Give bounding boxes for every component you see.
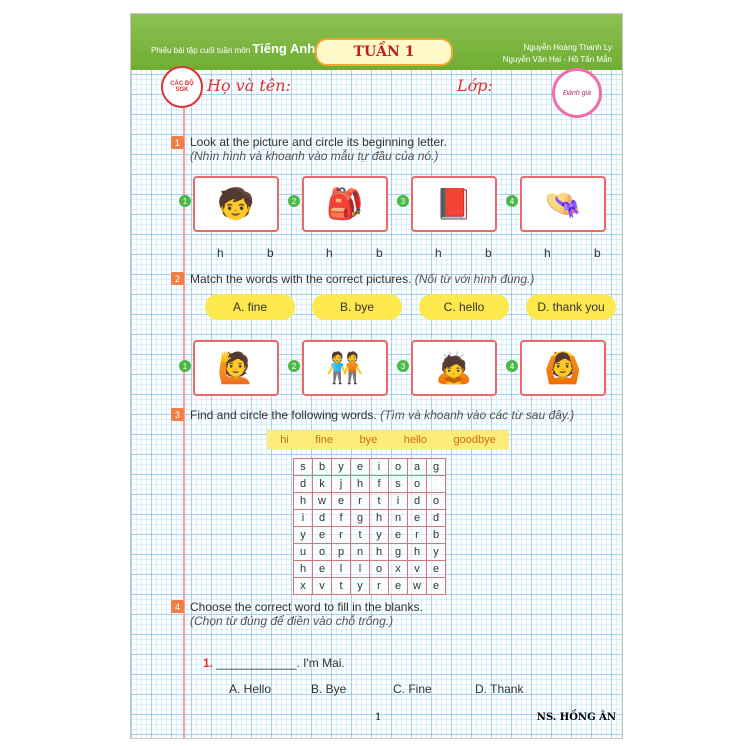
grid-cell: v (313, 578, 332, 595)
q1-option-h: h (435, 246, 442, 260)
grid-cell: y (427, 544, 446, 561)
grid-cell: d (294, 476, 313, 493)
grid-row (294, 578, 446, 595)
grid-cell: w (408, 578, 427, 595)
q2-item-number: 2 (288, 360, 300, 372)
grid-row (294, 544, 446, 561)
grid-cell: y (294, 527, 313, 544)
grid-cell: e (408, 510, 427, 527)
grid-cell: e (313, 527, 332, 544)
q1-option-h: h (326, 246, 333, 260)
grid-cell: o (313, 544, 332, 561)
class-label: Lớp: (457, 76, 493, 95)
q2-item-number: 1 (179, 360, 191, 372)
q2-picture (193, 340, 279, 396)
q1-picture (411, 176, 497, 232)
name-label: Họ và tên: (207, 76, 291, 95)
grid-cell: d (313, 510, 332, 527)
q1-item-number: 3 (397, 195, 409, 207)
girl-waving-icon: 🙋 (217, 351, 255, 385)
grid-cell: f (370, 476, 389, 493)
grid-cell: e (427, 578, 446, 595)
q4-option: C. Fine (393, 682, 432, 696)
q2-item-number: 3 (397, 360, 409, 372)
grid-cell: k (313, 476, 332, 493)
grid-cell: a (408, 459, 427, 476)
q2-item-number: 4 (506, 360, 518, 372)
grid-cell (427, 476, 446, 493)
q2-text: Match the words with the correct pictures. (Nối từ với hình đúng.) (190, 272, 535, 286)
grid-cell: r (370, 578, 389, 595)
grid-cell: e (313, 561, 332, 578)
grid-cell: e (389, 578, 408, 595)
q2-picture (302, 340, 388, 396)
grid-cell: y (332, 459, 351, 476)
grid-cell: n (389, 510, 408, 527)
grid-row (294, 527, 446, 544)
grid-cell: u (294, 544, 313, 561)
sgk-badge: CÁC BỘ SGK (161, 66, 203, 108)
grid-cell: l (332, 561, 351, 578)
q4-number: 4 (171, 600, 184, 613)
grid-cell: b (313, 459, 332, 476)
q1-option-b: b (376, 246, 383, 260)
page-number: 1 (375, 712, 382, 723)
q1-picture (520, 176, 606, 232)
backpack-icon: 🎒 (326, 187, 364, 221)
q4-text: Choose the correct word to fill in the blanks. (Chọn từ đúng để điền vào chỗ trống.) (190, 600, 423, 628)
grid-cell: w (313, 493, 332, 510)
search-word: goodbye (453, 433, 496, 446)
grid-cell: r (408, 527, 427, 544)
q1-option-h: h (217, 246, 224, 260)
grid-cell: s (294, 459, 313, 476)
grid-cell: x (294, 578, 313, 595)
grid-cell: e (351, 459, 370, 476)
search-word: hello (403, 433, 427, 446)
q3-text: Find and circle the following words. (Tìm và khoanh vào các từ sau đây.) (190, 408, 575, 422)
q2-word-cloud: B. bye (312, 294, 402, 320)
q1-picture (302, 176, 388, 232)
grid-cell: h (294, 561, 313, 578)
grid-cell: t (332, 578, 351, 595)
thank-you-boy-icon: 🙇 (435, 351, 473, 385)
grid-row (294, 561, 446, 578)
grid-cell: h (370, 510, 389, 527)
q1-text: Look at the picture and circle its beginning letter. (Nhìn hình và khoanh vào mẫu tự đầu của nó.) (190, 135, 447, 163)
grid-cell: o (408, 476, 427, 493)
grid-cell: o (389, 459, 408, 476)
grid-cell: e (427, 561, 446, 578)
search-word: hi (280, 433, 289, 446)
grid-cell: n (351, 544, 370, 561)
boy-fine-icon: 🙆 (544, 351, 582, 385)
grid-row (294, 510, 446, 527)
grid-cell: g (389, 544, 408, 561)
q1-option-b: b (267, 246, 274, 260)
q1-option-b: b (594, 246, 601, 260)
search-word: fine (315, 433, 334, 446)
grid-cell: i (389, 493, 408, 510)
q4-option: D. Thank (475, 682, 524, 696)
header-band (131, 14, 622, 70)
grid-cell: o (427, 493, 446, 510)
q4-option: B. Bye (311, 682, 347, 696)
q4-item: 1. ____________. I'm Mai. (203, 656, 345, 670)
grid-cell: d (427, 510, 446, 527)
word-search-grid (293, 458, 446, 595)
grid-cell: h (351, 476, 370, 493)
grid-cell: d (408, 493, 427, 510)
grid-cell: g (427, 459, 446, 476)
q1-picture (193, 176, 279, 232)
worksheet-page (130, 13, 623, 739)
two-boys-icon: 🧑‍🤝‍🧑 (326, 351, 364, 385)
q1-number: 1 (171, 136, 184, 149)
rating-flower-icon: Đánh giá (552, 68, 602, 118)
grid-cell: h (408, 544, 427, 561)
q1-option-h: h (544, 246, 551, 260)
q1-option-b: b (485, 246, 492, 260)
header-subtitle: Phiếu bài tập cuối tuần môn Tiếng Anh (151, 41, 316, 56)
grid-cell: y (370, 527, 389, 544)
grid-cell: o (370, 561, 389, 578)
grid-cell: j (332, 476, 351, 493)
grid-cell: i (370, 459, 389, 476)
q2-word-cloud: D. thank you (526, 294, 616, 320)
grid-cell: t (351, 527, 370, 544)
grid-cell: r (332, 527, 351, 544)
grid-cell: s (389, 476, 408, 493)
q2-word-cloud: C. hello (419, 294, 509, 320)
search-word: bye (359, 433, 378, 446)
grid-row (294, 459, 446, 476)
q2-picture (520, 340, 606, 396)
grid-cell: y (351, 578, 370, 595)
grid-cell: i (294, 510, 313, 527)
grid-cell: l (351, 561, 370, 578)
authors: Nguyễn Hoàng Thanh Ly Nguyễn Văn Hai - Hồ Tấn Mẫn (502, 43, 612, 64)
week-title: TUẦN 1 (315, 38, 453, 66)
grid-cell: h (370, 544, 389, 561)
q2-word-cloud: A. fine (205, 294, 295, 320)
grid-row (294, 476, 446, 493)
grid-cell: g (351, 510, 370, 527)
grid-row (294, 493, 446, 510)
hat-icon: 👒 (544, 187, 582, 221)
grid-cell: b (427, 527, 446, 544)
q2-picture (411, 340, 497, 396)
grid-cell: t (370, 493, 389, 510)
q1-item-number: 4 (506, 195, 518, 207)
word-list (267, 430, 509, 449)
grid-cell: v (408, 561, 427, 578)
grid-cell: p (332, 544, 351, 561)
publisher: NS. HỒNG ÂN (536, 712, 616, 723)
grid-cell: f (332, 510, 351, 527)
boy-icon: 🧒 (217, 187, 255, 221)
book-icon: 📕 (435, 187, 473, 221)
grid-cell: h (294, 493, 313, 510)
grid-cell: e (332, 493, 351, 510)
margin-line (183, 70, 185, 738)
grid-cell: r (351, 493, 370, 510)
q1-item-number: 1 (179, 195, 191, 207)
grid-cell: e (389, 527, 408, 544)
q3-number: 3 (171, 408, 184, 421)
q4-option: A. Hello (229, 682, 272, 696)
grid-cell: x (389, 561, 408, 578)
q2-number: 2 (171, 272, 184, 285)
q1-item-number: 2 (288, 195, 300, 207)
